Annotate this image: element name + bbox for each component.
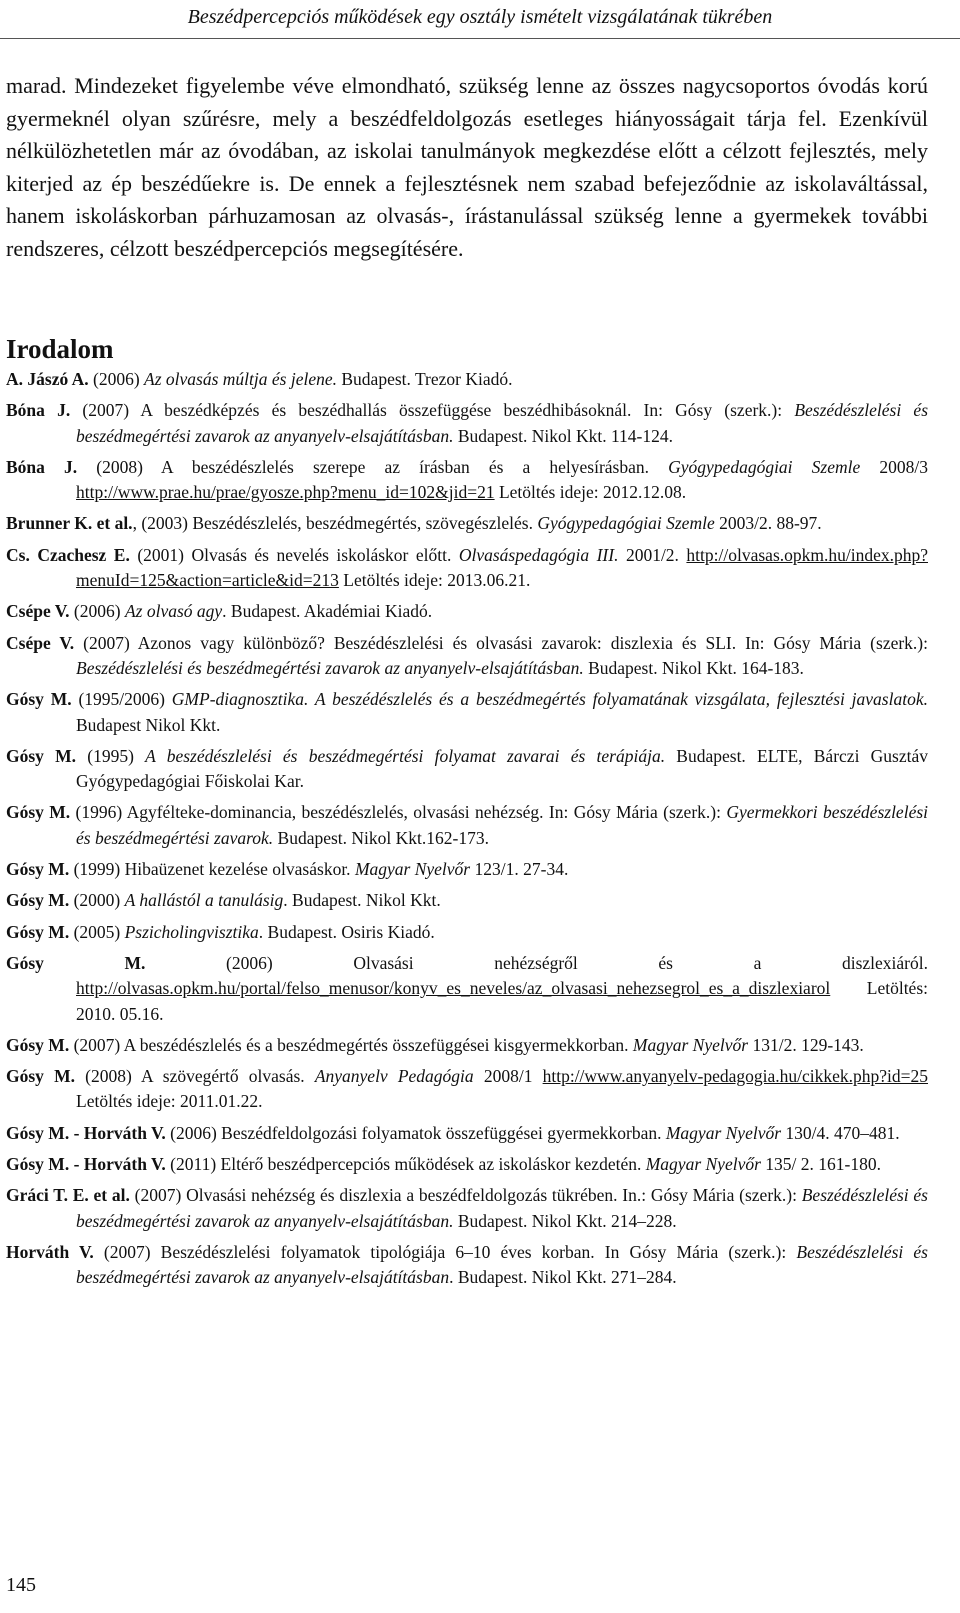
reference-link[interactable]: http://olvasas.opkm.hu/index.php?menuId=125&action=article&id=213 [76, 544, 928, 591]
reference-title: Anyanyelv Pedagógia [314, 1066, 474, 1087]
reference-title: Magyar Nyelvőr [354, 859, 471, 880]
body-paragraph: marad. Mindezeket figyelembe véve elmondható, szükség lenne az összes nagycsoportos óvodás korú gyermeknél olyan szűrésre, mely a beszédfeldolgozás esetleges hiányosságait tárja fel. Ezenkívül nélkülözhetetlen már az óvodában, az iskolai tanulmányok megkezdése előtt a célzott fejlesztés, mely kiterjed az ép beszédűekre is. De ennek a fejlesztésnek nem szabad befejeződnie az iskolaváltással, hanem iskoláskorban párhuzamosan az olvasás-, írástanulással szükség lenne a gyermekek további rendszeres, célzott beszédpercepciós megsegítésére. [6, 73, 928, 261]
reference-text: Letöltés ideje: 2013.06.21. [338, 570, 531, 591]
reference-text: (2006) Olvasási nehézségről és a diszlexiáról. [145, 952, 928, 973]
reference-text: (2007) Beszédészlelési folyamatok tipológiája 6–10 éves korban. In Gósy Mária (szerk.): [93, 1241, 797, 1262]
reference-item [6, 631, 928, 682]
reference-text: Letöltés ideje: 2012.12.08. [494, 482, 687, 503]
reference-text: (2007) A beszédképzés és beszédhallás összefüggése beszédhibásoknál. In: Gósy (szerk.): [70, 400, 795, 421]
reference-item [6, 744, 928, 795]
reference-text: (2011) Eltérő beszédpercepciós működések az iskoláskor kezdetén. [165, 1154, 646, 1175]
reference-text: (1995) [76, 745, 146, 766]
reference-item [6, 1064, 928, 1115]
reference-author: Gósy M. [6, 890, 70, 911]
reference-text: (2008) A szövegértő olvasás. [74, 1066, 315, 1087]
reference-text: 2001/2. [618, 544, 687, 565]
reference-title: Gyermekkori beszédészlelési és beszédmegértési zavarok. [76, 802, 929, 848]
reference-text: . Budapest. Nikol Kkt. [283, 890, 441, 911]
reference-item [6, 599, 928, 624]
reference-text: (2001) Olvasás és nevelés iskoláskor előtt. [129, 544, 459, 565]
reference-text: 2008/3 [860, 456, 928, 477]
reference-text: 131/2. 129-143. [748, 1034, 864, 1055]
reference-text: (2006) [88, 369, 145, 389]
reference-item [6, 543, 928, 594]
reference-item [6, 920, 928, 945]
reference-text: (2007) Azonos vagy különböző? Beszédészlelési és olvasási zavarok: diszlexia és SLI. In: Gósy Mária (szerk.): [74, 632, 928, 653]
reference-text: 130/4. 470–481. [781, 1122, 900, 1143]
reference-item [6, 398, 928, 449]
reference-title: Gyógypedagógiai Szemle [668, 456, 861, 477]
section-heading: Irodalom [6, 334, 114, 364]
body-text [6, 70, 928, 266]
reference-text: Budapest Nikol Kkt. [76, 714, 221, 735]
reference-author: Gráci T. E. et al. [6, 1185, 130, 1206]
reference-title: Beszédészlelési és beszédmegértési zavarok az anyanyelv-elsajátításban. [76, 1185, 928, 1231]
reference-title: GMP-diagnosztika. A beszédészlelés és a beszédmegértés folyamatának vizsgálata, fejlesztési javaslatok. [171, 689, 928, 710]
reference-item [6, 687, 928, 738]
running-header [0, 0, 960, 39]
reference-author: Gósy M. [6, 745, 77, 766]
reference-item [6, 857, 928, 882]
running-header-title: Beszédpercepciós működések egy osztály ismételt vizsgálatának tükrében [187, 6, 773, 28]
reference-title: Magyar Nyelvőr [645, 1154, 761, 1175]
reference-item [6, 1121, 928, 1146]
reference-text: , (2003) Beszédészlelés, beszédmegértés, szövegészlelés. [132, 513, 538, 534]
reference-title: Beszédészlelési és beszédmegértési zavarok az anyanyelv-elsajátításban. [76, 400, 928, 446]
reference-text: Budapest. ELTE, Bárczi Gusztáv Gyógypedagógiai Főiskolai Kar. [76, 745, 928, 792]
reference-text: . Budapest. Nikol Kkt. 271–284. [449, 1267, 677, 1288]
reference-author: Gósy M. [6, 1034, 70, 1055]
reference-item [6, 888, 928, 913]
reference-author: Cs. Czachesz E. [6, 544, 130, 565]
reference-title: Magyar Nyelvőr [665, 1122, 782, 1143]
reference-text: 123/1. 27-34. [470, 859, 569, 880]
reference-title: A hallástól a tanulásig [124, 890, 284, 911]
reference-item [6, 951, 928, 1027]
reference-item [6, 800, 928, 851]
reference-author: Csépe V. [6, 601, 70, 622]
reference-text: (1996) Agyféltekе-dominancia, beszédészlelés, olvasási nehézség. In: Gósy Mária (szerk.): [70, 802, 727, 823]
reference-list [6, 367, 928, 1291]
reference-title: Pszicholingvisztika [124, 921, 259, 942]
reference-text: 2003/2. 88-97. [714, 513, 822, 534]
reference-title: Az olvasás múltja és jelene. [144, 369, 337, 389]
reference-text: (2008) A beszédészlelés szerepe az írásban és a helyesírásban. [77, 456, 669, 477]
reference-title: A beszédészlelési és beszédmegértési folyamat zavarai és terápiája. [145, 745, 666, 766]
reference-author: Gósy M. [6, 689, 72, 710]
reference-item [6, 367, 928, 392]
reference-text: Budapest. Nikol Kkt. 114-124. [453, 425, 674, 446]
reference-text: Budapest. Nikol Kkt.162-173. [273, 827, 489, 848]
reference-text: . Budapest. Osiris Kiadó. [258, 921, 435, 942]
reference-item [6, 1033, 928, 1058]
reference-item [6, 1240, 928, 1291]
reference-text: (2006) [69, 601, 125, 622]
reference-author: A. Jászó A. [6, 369, 89, 389]
reference-text: 2008/1 [473, 1066, 543, 1087]
reference-title: Olvasáspedagógia III. [458, 544, 619, 565]
reference-text: (1995/2006) [71, 689, 172, 710]
reference-text: (2000) [69, 890, 125, 911]
reference-text: Letöltés ideje: 2011.01.22. [76, 1091, 263, 1112]
reference-text: (2007) A beszédészlelés és a beszédmegértés összefüggései kisgyermekkorban. [69, 1034, 633, 1055]
reference-title: Magyar Nyelvőr [632, 1034, 749, 1055]
reference-author: Gósy M. [6, 952, 146, 973]
reference-text: 135/ 2. 161-180. [760, 1154, 881, 1175]
reference-text: (1999) Hibaüzenet kezelése olvasáskor. [69, 859, 355, 880]
reference-text: . Budapest. Akadémiai Kiadó. [222, 601, 433, 622]
reference-author: Gósy M. - Horváth V. [6, 1154, 166, 1175]
reference-author: Gósy M. [6, 921, 70, 942]
reference-text: Letöltés: 2010. 05.16. [76, 978, 928, 1024]
reference-author: Gósy M. [6, 859, 70, 880]
reference-author: Bóna J. [6, 456, 78, 477]
reference-link[interactable]: http://olvasas.opkm.hu/portal/felso_menusor/konyv_es_neveles/az_olvasasi_nehezsegrol_es_a_diszlexiarol [76, 978, 831, 999]
reference-link[interactable]: http://www.anyanyelv-pedagogia.hu/cikkek.php?id=25 [542, 1066, 928, 1087]
reference-author: Gósy M. [6, 802, 71, 823]
reference-item [6, 1183, 928, 1234]
reference-author: Horváth V. [6, 1241, 94, 1262]
reference-text: Budapest. Trezor Kiadó. [337, 369, 513, 389]
reference-title: Beszédészlelési és beszédmegértési zavarok az anyanyelv-elsajátításban [76, 1241, 928, 1288]
reference-link[interactable]: http://www.prae.hu/prae/gyosze.php?menu_id=102&jid=21 [76, 482, 495, 503]
reference-author: Csépe V. [6, 632, 75, 653]
reference-author: Gósy M. [6, 1066, 75, 1087]
reference-item [6, 1152, 928, 1177]
reference-text: (2006) Beszédfeldolgozási folyamatok összefüggései gyermekkorban. [165, 1122, 666, 1143]
reference-text: (2005) [69, 921, 125, 942]
page-number: 145 [6, 1574, 36, 1596]
reference-title: Gyógypedagógiai Szemle [537, 513, 715, 534]
reference-author: Bóna J. [6, 400, 71, 421]
reference-text: Budapest. Nikol Kkt. 214–228. [453, 1210, 677, 1231]
reference-item [6, 511, 928, 536]
reference-author: Gósy M. - Horváth V. [6, 1122, 166, 1143]
reference-item [6, 455, 928, 506]
reference-author: Brunner K. et al. [6, 513, 133, 534]
reference-text: (2007) Olvasási nehézség és diszlexia a beszédfeldolgozás tükrében. In.: Gósy Mária (szerk.): [129, 1185, 802, 1206]
reference-title: Az olvasó agy [124, 601, 223, 622]
reference-text: Budapest. Nikol Kkt. 164-183. [583, 657, 804, 678]
reference-title: Beszédészlelési és beszédmegértési zavarok az anyanyelv-elsajátításban. [76, 657, 584, 678]
